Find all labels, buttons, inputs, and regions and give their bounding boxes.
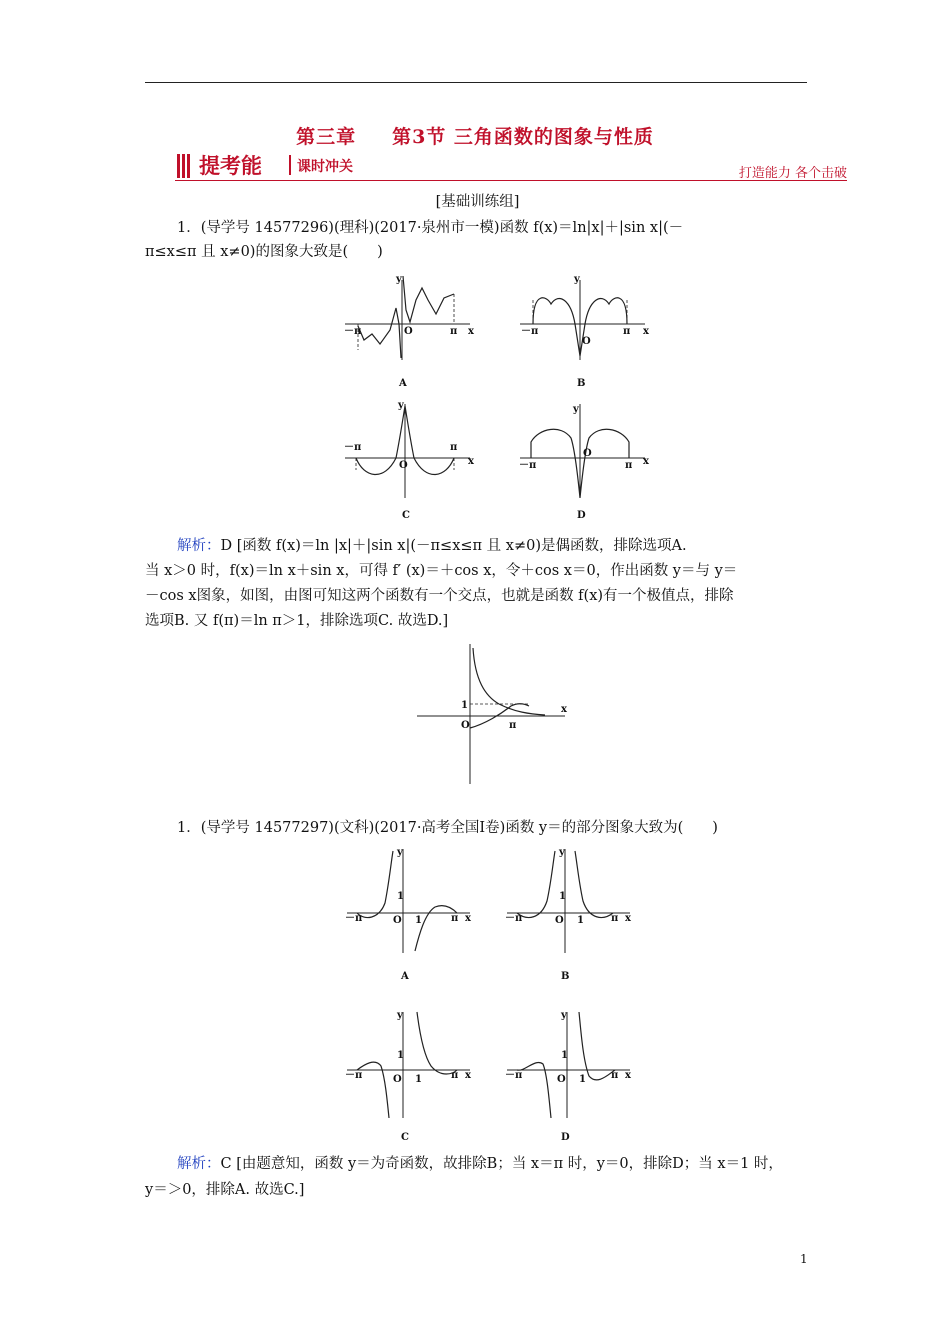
pi-label: π	[451, 1070, 459, 1081]
page-number: 1	[800, 1252, 808, 1266]
origin-label: O	[557, 1074, 566, 1085]
y-label: y	[397, 847, 403, 858]
banner-bars-icon	[177, 154, 191, 178]
pi-label: π	[625, 460, 633, 471]
neg-pi-label: －π	[521, 326, 539, 337]
solution-label: 解析：	[177, 1156, 221, 1172]
graph-c-li	[340, 398, 475, 523]
option-c-label: C	[401, 1132, 409, 1143]
curve-right	[417, 1012, 457, 1074]
neg-pi-label: －π	[519, 460, 537, 471]
solution-1-wen-line1	[145, 1152, 810, 1176]
pi-label: π	[623, 326, 631, 337]
neg-pi-label: －π	[345, 1070, 363, 1081]
graph-d-wen	[505, 1008, 635, 1148]
question-1-li-line2: π≤x≤π 且 x≠0)的图象大致是( )	[145, 244, 383, 260]
one-label: 1	[561, 1050, 568, 1061]
graph-d-li	[515, 398, 650, 523]
x-label: x	[643, 456, 649, 467]
x-label: x	[625, 913, 631, 924]
y-label: y	[573, 404, 579, 415]
solution-1-wen-line2: y＝＞0，排除A. 故选C.]	[145, 1182, 305, 1198]
x-one-label: 1	[415, 915, 422, 926]
origin-label: O	[582, 336, 591, 347]
curve-left	[517, 851, 555, 917]
pi-label: π	[450, 326, 458, 337]
neg-pi-label: －π	[505, 913, 523, 924]
banner-sub: 课时冲关	[297, 159, 353, 175]
graph-a-li	[340, 270, 475, 390]
option-a-label: A	[399, 378, 407, 389]
pi-label: π	[451, 913, 459, 924]
x-one-label: 1	[579, 1074, 586, 1085]
solution-1-li-line1	[145, 534, 810, 558]
chapter-title: 第三章	[296, 126, 357, 148]
group-heading: [基础训练组]	[435, 194, 520, 210]
curve-reciprocal	[473, 648, 545, 715]
one-label: 1	[397, 891, 404, 902]
graph-a-wen	[345, 843, 475, 983]
pi-label: π	[611, 913, 619, 924]
y-label: y	[396, 274, 402, 285]
x-label: x	[468, 456, 474, 467]
y-label: y	[397, 1010, 403, 1021]
option-a-label: A	[401, 971, 409, 982]
x-one-label: 1	[577, 915, 584, 926]
curve-right	[403, 276, 454, 322]
option-d-label: D	[561, 1132, 570, 1143]
graph-b-li	[515, 270, 650, 390]
graph-b-wen	[505, 843, 635, 983]
y-label: y	[574, 274, 580, 285]
origin-label: O	[393, 915, 402, 926]
question-1-wen-line1: 1．(导学号 14577297)(文科)(2017·高考全国Ⅰ卷)函数 y＝的部分图象大致为( )	[177, 820, 718, 836]
pi-label: π	[450, 442, 458, 453]
origin-label: O	[555, 915, 564, 926]
one-label: 1	[461, 700, 468, 711]
section-title: 第3节 三角函数的图象与性质	[392, 126, 654, 148]
y-label: y	[398, 400, 404, 411]
y-label: y	[559, 847, 565, 858]
solution-1-li-line2: 当 x＞0 时，f(x)＝ln x＋sin x，可得 f′ (x)＝＋cos x，令＋cos x＝0，作出函数 y＝与 y＝	[145, 563, 738, 579]
x-label: x	[465, 1070, 471, 1081]
curve-right	[575, 851, 613, 917]
neg-pi-label: －π	[344, 442, 362, 453]
curve-left	[357, 851, 393, 918]
origin-label: O	[583, 448, 592, 459]
top-rule	[145, 82, 807, 83]
option-b-label: B	[561, 971, 570, 982]
banner-slogan: 打造能力 各个击破	[738, 166, 847, 181]
origin-label: O	[461, 720, 470, 731]
option-d-label: D	[577, 510, 586, 521]
question-1-li-line1: 1．(导学号 14577296)(理科)(2017·泉州市一模)函数 f(x)＝ln|x|＋|sin x|(－	[177, 220, 684, 236]
option-b-label: B	[577, 378, 586, 389]
pi-label: π	[611, 1070, 619, 1081]
one-label: 1	[397, 1050, 404, 1061]
pi-label: π	[509, 720, 517, 731]
curve-left	[358, 308, 401, 358]
origin-label: O	[393, 1074, 402, 1085]
page-title	[0, 122, 950, 149]
neg-pi-label: －π	[345, 913, 363, 924]
neg-pi-label: －π	[505, 1070, 523, 1081]
solution-1-li-line3: －cos x图象，如图，由图可知这两个函数有一个交点，也就是函数 f(x)有一个极值点，排除	[145, 588, 734, 604]
solution-text: D [函数 f(x)＝ln |x|＋|sin x|(－π≤x≤π 且 x≠0)是偶函数，排除选项A.	[220, 538, 687, 554]
banner-separator	[289, 155, 291, 175]
x-label: x	[643, 326, 649, 337]
banner-main: 提考能	[199, 154, 262, 178]
x-label: x	[465, 913, 471, 924]
one-label: 1	[559, 891, 566, 902]
x-label: x	[468, 326, 474, 337]
origin-label: O	[399, 460, 408, 471]
option-c-label: C	[402, 510, 410, 521]
banner	[175, 150, 847, 184]
neg-pi-label: －π	[344, 326, 362, 337]
intersection-figure	[415, 640, 575, 790]
y-label: y	[561, 1010, 567, 1021]
x-label: x	[625, 1070, 631, 1081]
solution-label: 解析：	[177, 538, 221, 554]
banner-underline	[175, 180, 847, 181]
solution-1-li-line4: 选项B. 又 f(π)＝ln π＞1，排除选项C. 故选D.]	[145, 613, 449, 629]
solution-text: C [由题意知，函数 y＝为奇函数，故排除B；当 x＝π 时，y＝0，排除D；当 x＝1 时，	[220, 1156, 783, 1172]
x-one-label: 1	[415, 1074, 422, 1085]
x-label: x	[561, 704, 567, 715]
graph-c-wen	[345, 1008, 475, 1148]
origin-label: O	[404, 326, 413, 337]
